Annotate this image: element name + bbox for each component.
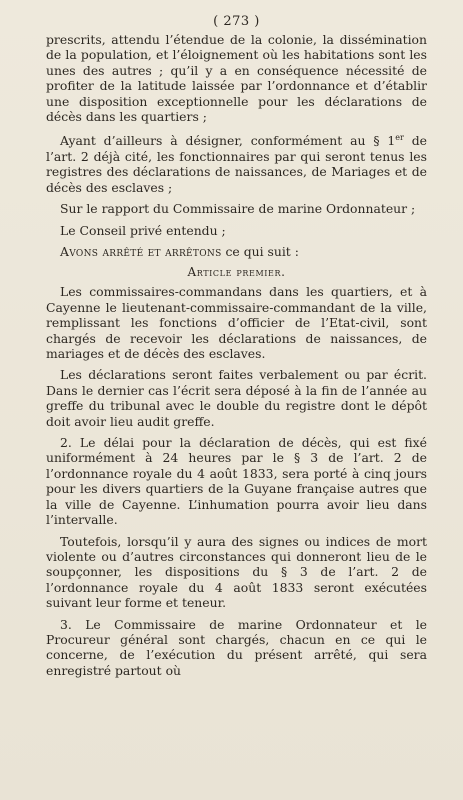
paragraph-avons-arrete [46,244,427,259]
paragraph-conseil: Le Conseil privé entendu ; [60,222,226,238]
article-heading-text: Article premier. [187,265,286,280]
paragraph-declarations: Les déclarations seront faites verbalement ou par écrit. Dans le dernier cas l’écrit sera déposé à la fin de l’année au greffe du tribunal avec le double du registre dont le dépôt doit avoir lieu audit greffe. [46,367,427,429]
article-heading [46,265,427,279]
superscript-er: er [395,133,404,143]
paragraph-article-2: 2. Le délai pour la déclaration de décès, qui est fixé uniformément à 24 heures par le § 3 de l’art. 2 de l’ordonnance royale du 4 août 1833, sera porté à cinq jours pour les divers quartiers de la Guyane française autres que la ville de Cayenne. L’inhumation pourra avoir lieu dans l’intervalle. [46,435,427,528]
paragraph-rapport: Sur le rapport du Commissaire de marine Ordonnateur ; [60,201,416,217]
avons-arrete-rest: ce qui suit : [221,244,299,259]
avons-arrete-caps: Avons arrêté et arrêtons [60,244,222,259]
paragraph-article-3: 3. Le Commissaire de marine Ordonnateur et le Procureur général sont chargés, chacun en ce qui le concerne, de l’exécution du présent arrêté, qui sera enregistré partout où [46,616,427,678]
paragraph-designation-text-1: Ayant d’ailleurs à désigner, conformément au § 1 [60,133,396,149]
paragraph-designation [46,130,427,195]
page-number: ( 273 ) [213,14,260,29]
paragraph-preamble-continued: prescrits, attendu l’étendue de la colonie, la dissémination de la population, et l’éloignement où les habitations sont les unes des autres ; qu’il y a en conséquence nécessité de profiter de la latitude laissée par l’ordonnance et d’établir une disposition exceptionnelle pour les déclarations de décès dans les quartiers ; [46,32,427,125]
paragraph-designation-text-2: de l’art. 2 déjà cité, les fonctionnaires par qui seront tenus les registres des déclarations de naissances, de Mariages et de décès des esclaves ; [46,133,427,195]
paragraph-article-1: Les commissaires-commandans dans les quartiers, et à Cayenne le lieutenant-commissaire-commandant de la ville, remplissant les fonctions d’officier de l’Etat-civil, sont chargés de recevoir les déclarations de naissances, de mariages et de décès des esclaves. [46,284,427,362]
paragraph-toutefois: Toutefois, lorsqu’il y aura des signes ou indices de mort violente ou d’autres circonstances qui donneront lieu de le soupçonner, les dispositions du § 3 de l’art. 2 de l’ordonnance royale du 4 août 1833 seront exécutées suivant leur forme et teneur. [46,533,427,611]
